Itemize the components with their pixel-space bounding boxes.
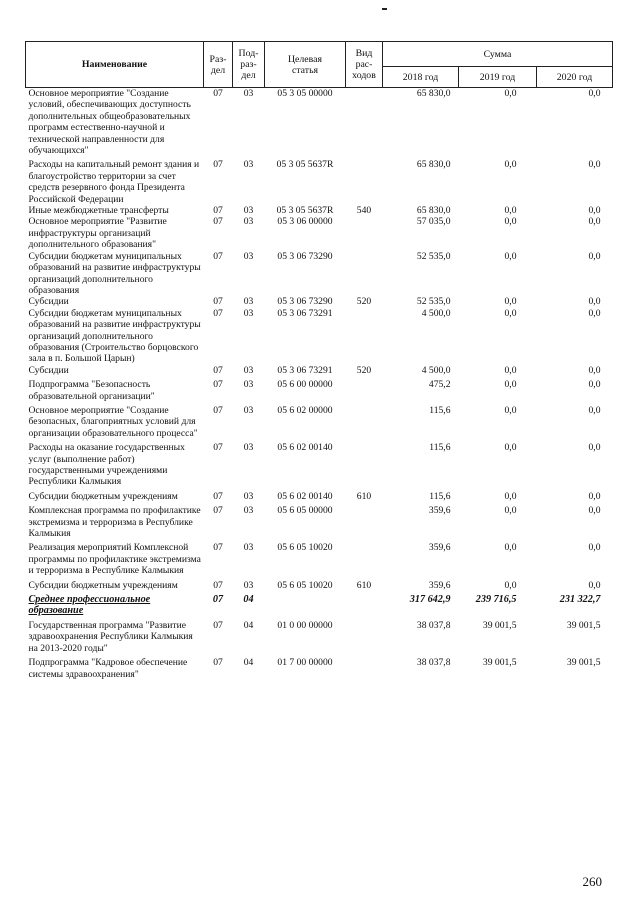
row-sum-2020: 0,0 — [588, 216, 601, 228]
table-row — [26, 156, 613, 205]
row-vid-rashodov — [346, 376, 383, 402]
row-name: Реализация мероприятий Комплексной программы по профилактике экстремизма и терроризма в Республике Калмыкия — [28, 542, 201, 577]
row-sum-2019: 0,0 — [504, 250, 517, 262]
row-sum-2020: 0,0 — [588, 442, 601, 454]
row-name: Субсидии бюджетам муниципальных образований на развитие инфраструктуры организаций дополнительного образования (Строительство борцовского зала в п. Большой Царын) — [28, 307, 201, 365]
row-vid-rashodov — [346, 502, 383, 539]
row-celevaya-statya: 05 6 02 00140 — [277, 442, 333, 454]
row-sum-2018: 115,6 — [429, 404, 451, 416]
row-vid-rashodov — [346, 251, 383, 297]
row-sum-2020: 0,0 — [588, 88, 601, 99]
row-sum-2019: 0,0 — [504, 542, 517, 554]
row-name: Расходы на капитальный ремонт здания и благоустройство территории за счет средств резервного фонда Президента Российской Федерации — [28, 159, 200, 205]
row-vid-rashodov — [346, 88, 383, 157]
row-sum-2018: 52 535,0 — [416, 250, 451, 262]
row-podrazdel: 03 — [243, 505, 254, 517]
table-row — [26, 251, 613, 297]
row-razdel: 07 — [213, 657, 223, 669]
row-name: Субсидии — [28, 364, 69, 376]
row-sum-2018: 115,6 — [429, 490, 451, 502]
row-razdel: 07 — [213, 205, 223, 217]
row-name: Основное мероприятие "Развитие инфраструктуры организаций дополнительного образования" — [28, 216, 167, 251]
row-sum-2018: 359,6 — [428, 579, 451, 591]
table-body — [26, 88, 613, 680]
budget-table — [25, 41, 613, 680]
table-row — [26, 591, 613, 617]
row-podrazdel: 03 — [243, 205, 254, 217]
row-celevaya-statya: 01 0 00 00000 — [277, 619, 333, 631]
row-sum-2018: 65 830,0 — [416, 205, 451, 217]
row-sum-2018: 475,2 — [428, 379, 451, 391]
row-sum-2020: 0,0 — [588, 250, 601, 262]
row-podrazdel: 04 — [243, 619, 254, 631]
row-podrazdel: 03 — [243, 250, 254, 262]
table-row — [26, 402, 613, 439]
table-row — [26, 296, 613, 307]
row-razdel: 07 — [213, 379, 223, 391]
row-razdel: 07 — [213, 88, 223, 99]
row-razdel: 07 — [213, 404, 223, 416]
row-razdel: 07 — [213, 542, 223, 554]
row-name: Субсидии бюджетным учреждениям — [28, 490, 178, 502]
row-razdel: 07 — [212, 594, 224, 606]
header-name-text: Наименование — [81, 59, 148, 70]
row-sum-2020: 0,0 — [588, 579, 601, 591]
table-row — [26, 488, 613, 502]
row-sum-2018: 52 535,0 — [416, 296, 451, 308]
table-row — [26, 308, 613, 365]
row-sum-2019: 0,0 — [504, 490, 517, 502]
row-sum-2019: 39 001,5 — [482, 657, 517, 669]
row-sum-2020: 0,0 — [588, 307, 601, 319]
row-razdel: 07 — [213, 442, 223, 454]
row-celevaya-statya: 05 3 06 00000 — [277, 216, 333, 228]
row-vid-rashodov — [346, 216, 383, 250]
row-razdel: 07 — [213, 307, 223, 319]
row-celevaya-statya: 01 7 00 00000 — [277, 657, 333, 669]
row-name: Субсидии бюджетам муниципальных образований на развитие инфраструктуры организаций дополнительного образования — [28, 250, 201, 296]
row-razdel: 07 — [213, 579, 223, 591]
row-sum-2019: 0,0 — [504, 379, 517, 391]
row-name: Расходы на оказание государственных услуг (выполнение работ) государственными учреждениями Республики Калмыкия — [28, 442, 185, 488]
row-vid-rashodov — [346, 402, 383, 439]
row-sum-2019: 0,0 — [504, 216, 517, 228]
row-name: Основное мероприятие "Создание безопасных, благоприятных условий для организации образовательного процесса" — [28, 404, 198, 439]
table-row — [26, 365, 613, 376]
row-podrazdel: 03 — [243, 404, 254, 416]
row-celevaya-statya: 05 6 02 00000 — [277, 404, 333, 416]
header-row-top — [26, 42, 613, 67]
row-razdel: 07 — [213, 490, 223, 502]
row-name: Основное мероприятие "Создание условий, обеспечивающих доступность дополнительных общеобразовательных программ естественно-научной и технической направленности для обучающихся" — [28, 88, 191, 157]
row-sum-2020: 0,0 — [588, 296, 601, 308]
header-podrazdel: Под- раз- дел — [233, 42, 265, 88]
row-sum-2020: 0,0 — [588, 159, 601, 171]
row-sum-2018: 4 500,0 — [421, 307, 451, 319]
row-name: Подпрограмма "Кадровое обеспечение системы здравоохранения" — [28, 657, 188, 680]
row-sum-2019: 0,0 — [504, 296, 517, 308]
row-podrazdel: 03 — [243, 88, 254, 99]
row-vid-rashodov — [346, 156, 383, 205]
row-vid-rashodov: 520 — [356, 364, 372, 376]
header-celevaya-statya: Целевая статья — [265, 42, 346, 88]
page-number: 260 — [582, 874, 602, 889]
row-vid-rashodov — [346, 308, 383, 365]
row-podrazdel: 04 — [243, 657, 254, 669]
header-razdel: Раз- дел — [204, 42, 233, 88]
row-podrazdel: 03 — [243, 364, 254, 376]
row-celevaya-statya: 05 6 00 00000 — [277, 379, 333, 391]
row-name: Иные межбюджетные трансферты — [28, 205, 169, 217]
row-vid-rashodov — [346, 439, 383, 488]
row-sum-2019: 0,0 — [504, 505, 517, 517]
row-vid-rashodov: 520 — [356, 296, 372, 308]
row-sum-2018: 57 035,0 — [416, 216, 451, 228]
row-sum-2020: 0,0 — [588, 404, 601, 416]
row-sum-2020: 0,0 — [588, 364, 601, 376]
row-sum-2018: 4 500,0 — [421, 364, 451, 376]
header-year-2019: 2019 год — [459, 67, 537, 88]
row-razdel: 07 — [213, 619, 223, 631]
row-sum-2019: 0,0 — [504, 579, 517, 591]
top-dash-mark — [382, 8, 387, 10]
row-sum-2019: 39 001,5 — [482, 619, 517, 631]
row-sum-2020: 0,0 — [588, 505, 601, 517]
row-vid-rashodov: 610 — [356, 490, 372, 502]
row-sum-2018: 38 037,8 — [416, 657, 451, 669]
row-sum-2019: 0,0 — [504, 364, 517, 376]
row-vid-rashodov — [346, 617, 383, 654]
row-podrazdel: 03 — [243, 542, 254, 554]
row-sum-2019: 239 716,5 — [475, 594, 517, 606]
row-celevaya-statya: 05 6 05 00000 — [277, 505, 333, 517]
row-vid-rashodov: 540 — [356, 205, 372, 217]
row-sum-2020: 0,0 — [588, 490, 601, 502]
header-summa: Сумма — [383, 42, 613, 67]
row-sum-2018: 359,6 — [428, 505, 451, 517]
table-row — [26, 617, 613, 654]
row-podrazdel: 03 — [243, 442, 254, 454]
row-razdel: 07 — [213, 364, 223, 376]
table-row — [26, 216, 613, 250]
row-name: Субсидии — [28, 296, 69, 308]
row-celevaya-statya: 05 6 02 00140 — [277, 490, 333, 502]
row-sum-2019: 0,0 — [504, 404, 517, 416]
row-podrazdel: 04 — [243, 594, 254, 606]
row-vid-rashodov — [346, 654, 383, 680]
row-celevaya-statya: 05 3 05 5637R — [276, 159, 334, 171]
row-sum-2019: 0,0 — [504, 307, 517, 319]
row-sum-2019: 0,0 — [504, 205, 517, 217]
table-row — [26, 205, 613, 216]
row-sum-2018: 65 830,0 — [416, 88, 451, 99]
row-sum-2020: 0,0 — [588, 542, 601, 554]
row-podrazdel: 03 — [243, 379, 254, 391]
row-razdel: 07 — [213, 296, 223, 308]
row-sum-2020: 39 001,5 — [566, 619, 601, 631]
row-celevaya-statya: 05 6 05 10020 — [277, 579, 333, 591]
row-podrazdel: 03 — [243, 490, 254, 502]
row-podrazdel: 03 — [243, 579, 254, 591]
row-sum-2020: 39 001,5 — [566, 657, 601, 669]
row-celevaya-statya: 05 3 06 73290 — [277, 250, 333, 262]
row-sum-2019: 0,0 — [504, 88, 517, 99]
row-sum-2019: 0,0 — [504, 159, 517, 171]
row-sum-2020: 0,0 — [588, 379, 601, 391]
row-celevaya-statya: 05 6 05 10020 — [277, 542, 333, 554]
row-razdel: 07 — [213, 250, 223, 262]
table-row — [26, 654, 613, 680]
header-vid-rashodov: Вид рас- ходов — [346, 42, 383, 88]
row-name: Среднее профессиональное образование — [28, 594, 151, 617]
row-vid-rashodov: 610 — [356, 579, 372, 591]
row-vid-rashodov — [346, 539, 383, 576]
row-razdel: 07 — [213, 505, 223, 517]
row-celevaya-statya: 05 3 06 73291 — [277, 307, 333, 319]
row-razdel: 07 — [213, 216, 223, 228]
table-row — [26, 577, 613, 591]
row-celevaya-statya: 05 3 05 00000 — [277, 88, 333, 99]
header-name — [26, 42, 204, 88]
row-sum-2020: 0,0 — [588, 205, 601, 217]
table-row — [26, 376, 613, 402]
header-year-2018: 2018 год — [383, 67, 459, 88]
header-year-2020: 2020 год — [537, 67, 613, 88]
row-sum-2019: 0,0 — [504, 442, 517, 454]
row-sum-2018: 317 642,9 — [409, 594, 451, 606]
row-sum-2018: 359,6 — [428, 542, 451, 554]
row-podrazdel: 03 — [243, 216, 254, 228]
row-name: Субсидии бюджетным учреждениям — [28, 579, 178, 591]
row-celevaya-statya: 05 3 06 73290 — [277, 296, 333, 308]
row-vid-rashodov — [346, 591, 383, 617]
row-podrazdel: 03 — [243, 296, 254, 308]
row-name: Подпрограмма "Безопасность образовательной организации" — [28, 379, 155, 402]
row-name: Комплексная программа по профилактике экстремизма и терроризма в Республике Калмыкия — [28, 505, 201, 540]
row-sum-2018: 65 830,0 — [416, 159, 451, 171]
row-sum-2018: 115,6 — [429, 442, 451, 454]
row-celevaya-statya — [265, 591, 346, 617]
row-sum-2018: 38 037,8 — [416, 619, 451, 631]
table-row — [26, 502, 613, 539]
row-celevaya-statya: 05 3 05 5637R — [276, 205, 334, 217]
row-celevaya-statya: 05 3 06 73291 — [277, 364, 333, 376]
row-razdel: 07 — [213, 159, 223, 171]
row-podrazdel: 03 — [243, 159, 254, 171]
table-row — [26, 439, 613, 488]
table-row — [26, 88, 613, 157]
row-sum-2020: 231 322,7 — [559, 594, 601, 606]
table-row — [26, 539, 613, 576]
row-podrazdel: 03 — [243, 307, 254, 319]
row-name: Государственная программа "Развитие здравоохранения Республики Калмыкия на 2013-2020 годы" — [28, 619, 193, 654]
